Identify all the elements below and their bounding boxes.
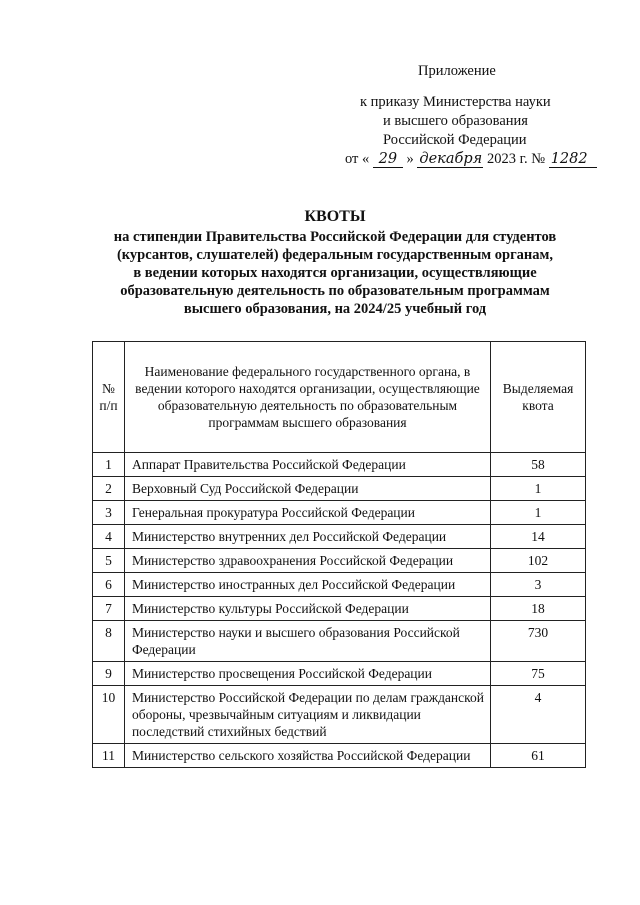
table-row bbox=[93, 501, 586, 525]
row-agency-name: Генеральная прокуратура Российской Федерации bbox=[124, 501, 490, 525]
row-number: 1 bbox=[93, 453, 125, 477]
row-quota: 58 bbox=[491, 453, 586, 477]
row-number: 11 bbox=[93, 744, 125, 768]
row-number: 4 bbox=[93, 525, 125, 549]
header-quota: Выделяемая квота bbox=[491, 342, 586, 453]
table-row bbox=[93, 573, 586, 597]
date-mid: » bbox=[406, 151, 414, 167]
row-number: 9 bbox=[93, 662, 125, 686]
table-row bbox=[93, 525, 586, 549]
row-agency-name: Министерство здравоохранения Российской Федерации bbox=[124, 549, 490, 573]
title-line-5: высшего образования, на 2024/25 учебный год bbox=[183, 301, 487, 317]
row-agency-name: Министерство Российской Федерации по делам гражданской обороны, чрезвычайным ситуациям и ликвидации последствий стихийных бедствий bbox=[124, 686, 490, 744]
table-header-row bbox=[93, 342, 586, 453]
appendix-block bbox=[340, 62, 590, 169]
table-row bbox=[93, 477, 586, 501]
title-line-2: (курсантов, слушателей) федеральным государственным органам, bbox=[116, 247, 554, 263]
appendix-line-1: к приказу Министерства науки bbox=[360, 94, 551, 110]
date-month: декабря bbox=[419, 151, 483, 167]
row-quota: 61 bbox=[491, 744, 586, 768]
row-agency-name: Министерство иностранных дел Российской Федерации bbox=[124, 573, 490, 597]
appendix-line-3: Российской Федерации bbox=[383, 132, 527, 148]
row-number: 10 bbox=[93, 686, 125, 744]
table-row bbox=[93, 453, 586, 477]
row-quota: 14 bbox=[491, 525, 586, 549]
row-number: 5 bbox=[93, 549, 125, 573]
header-number: № п/п bbox=[93, 342, 125, 453]
row-number: 6 bbox=[93, 573, 125, 597]
row-quota: 1 bbox=[491, 501, 586, 525]
row-number: 8 bbox=[93, 621, 125, 662]
table-row bbox=[93, 549, 586, 573]
date-year: 2023 г. № bbox=[487, 151, 546, 167]
row-agency-name: Министерство внутренних дел Российской Федерации bbox=[124, 525, 490, 549]
appendix-line-2: и высшего образования bbox=[383, 113, 528, 129]
date-prefix: от « bbox=[345, 151, 370, 167]
row-number: 3 bbox=[93, 501, 125, 525]
row-agency-name: Министерство просвещения Российской Федерации bbox=[124, 662, 490, 686]
row-quota: 102 bbox=[491, 549, 586, 573]
row-number: 2 bbox=[93, 477, 125, 501]
table-body bbox=[93, 453, 586, 768]
title-line-4: образовательную деятельность по образовательным программам bbox=[120, 283, 550, 299]
row-agency-name: Министерство сельского хозяйства Российской Федерации bbox=[124, 744, 490, 768]
document-title: КВОТЫ bbox=[304, 208, 366, 225]
table-row bbox=[93, 686, 586, 744]
row-quota: 3 bbox=[491, 573, 586, 597]
table-row bbox=[93, 621, 586, 662]
table-row bbox=[93, 744, 586, 768]
row-agency-name: Министерство культуры Российской Федерации bbox=[124, 597, 490, 621]
document-title-block bbox=[60, 208, 610, 318]
order-number: 1282 bbox=[549, 152, 597, 168]
table-row bbox=[93, 662, 586, 686]
row-quota: 4 bbox=[491, 686, 586, 744]
row-number: 7 bbox=[93, 597, 125, 621]
appendix-heading: Приложение bbox=[418, 63, 496, 79]
row-agency-name: Министерство науки и высшего образования Российской Федерации bbox=[124, 621, 490, 662]
table-row bbox=[93, 597, 586, 621]
row-quota: 730 bbox=[491, 621, 586, 662]
row-agency-name: Аппарат Правительства Российской Федерации bbox=[124, 453, 490, 477]
title-line-1: на стипендии Правительства Российской Федерации для студентов bbox=[113, 229, 557, 245]
quota-table bbox=[92, 341, 586, 768]
row-quota: 18 bbox=[491, 597, 586, 621]
header-name: Наименование федерального государственного органа, в ведении которого находятся организации, осуществляющие образовательную деятельность по образовательным программам высшего образования bbox=[124, 342, 490, 453]
row-agency-name: Верховный Суд Российской Федерации bbox=[124, 477, 490, 501]
order-date-line bbox=[340, 150, 590, 169]
date-day: 29 bbox=[373, 152, 403, 168]
row-quota: 75 bbox=[491, 662, 586, 686]
row-quota: 1 bbox=[491, 477, 586, 501]
title-line-3: в ведении которых находятся организации, осуществляющие bbox=[133, 265, 537, 281]
